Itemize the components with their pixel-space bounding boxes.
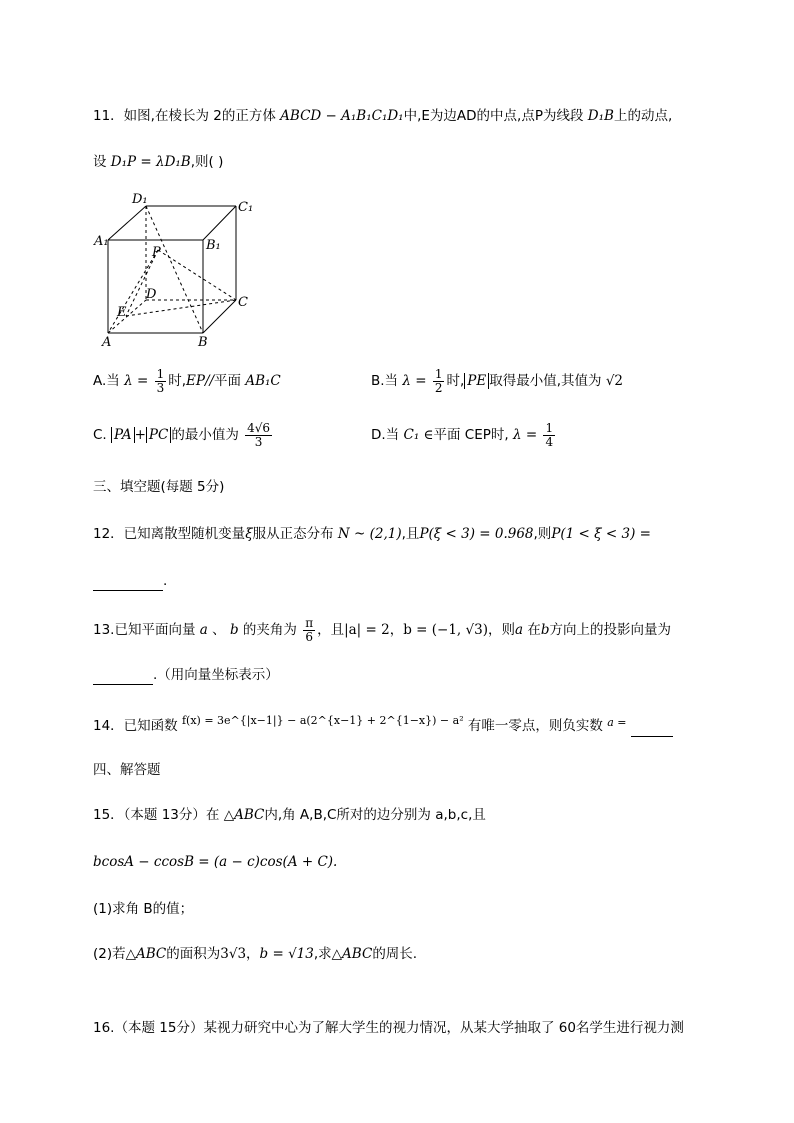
option-d [371,420,557,450]
edge-bc [203,300,236,333]
section-4-title: 四、解答题 [93,762,161,778]
vector-b: b [229,622,239,638]
lambda: λ = [402,373,427,389]
q15-text: 的周长. [372,946,418,962]
fraction-one-third [155,368,167,395]
label-a1: A₁ [94,234,109,249]
numerator: π [305,615,314,630]
fraction-4sqrt6-3 [245,422,272,449]
label-d1: D₁ [132,192,148,207]
q13-text: 13.已知平面向量 [93,622,196,638]
q11-text: 上的动点, [613,108,673,124]
vector-b: b [540,622,550,638]
q12-text: 12．已知离散型随机变量 [93,526,246,542]
lambda: λ = [513,427,538,443]
option-b-text: 取得最小值,其值为 [489,373,602,389]
numerator: 4√6 [247,420,271,435]
normal-dist: N ~ (2,1) [337,526,402,542]
denominator: 2 [434,380,443,395]
q15-text: 的面积为 [166,946,221,962]
section-3-title: 三、填空题(每题 5分) [93,479,225,495]
q12-answer-line [93,571,167,591]
b-value: b = (−1, √3) [403,622,488,638]
equation: bcosA − ccosB = (a − c)cos(A + C). [93,854,338,870]
cube-figure [90,190,260,350]
q14-text: 有唯一零点，则负实数 [467,718,603,734]
q12-text: ,则 [533,526,552,542]
norm-a: |a| = 2 [344,622,390,638]
q14-line [93,716,673,737]
q13-text: ，且 [317,622,345,638]
denominator: 4 [545,434,554,449]
option-a [93,367,281,395]
q11-text: 11．如图,在棱长为 2的正方体 [93,108,276,124]
option-a-text: 时, [168,373,186,389]
function-f: f(x) = 3e^{|x−1|} − a(2^{x−1} + 2^{1−x}) − a² [181,714,464,727]
q13-text: 在 [527,622,541,638]
label-b1: B₁ [206,238,221,253]
abs-pe: PE [464,373,489,389]
label-c: C [238,295,248,310]
q11-text: 中,E为边AD的中点,点P为线段 [403,108,584,124]
option-b-label: B.当 [371,373,399,389]
a-equals: a = [607,716,627,729]
b-value: b = √13 [259,946,314,962]
fraction-one-half [433,368,445,395]
q15-equation [93,852,337,872]
q15-text: ， [246,946,260,962]
option-b-text: 时, [446,373,465,389]
q12-text: 服从正态分布 [252,526,334,542]
q15-part1: (1)求角 B的值； [93,901,194,917]
q15-text: ,求 [313,946,332,962]
edge-ad-hidden [108,300,146,333]
q13-text: 、 [212,622,226,638]
lambda: λ = [124,373,149,389]
seg-ec [126,300,236,316]
plane-ab1c: AB₁C [245,373,281,389]
q11-text: ,则( ) [190,154,224,170]
plus-sign: + [134,427,146,443]
label-c1: C₁ [238,200,254,215]
q14-text: 14．已知函数 [93,718,178,734]
label-p: P [152,245,161,260]
abs-pc: PC [146,427,171,443]
cube-name: ABCD − A₁B₁C₁D₁ [280,108,404,124]
label-e: E [117,305,127,320]
label-a: A [102,335,112,350]
diag-d1b [146,206,203,333]
option-c-label: C. [93,427,107,443]
q11-line1 [93,106,672,126]
area-value: 3√3 [220,946,247,962]
relation: D₁P = λD₁B [110,154,191,170]
q13-line1 [93,616,671,644]
numerator: 1 [434,366,443,381]
numerator: 1 [545,420,554,435]
vector-a: a [514,622,524,638]
triangle-abc: △ABC [125,946,167,962]
q13-text: 方向上的投影向量为 [549,622,671,638]
triangle-abc: △ABC [223,807,265,823]
xi: ξ [245,526,253,542]
edge-b1c1 [203,206,236,240]
q15-text: 15．（本题 13分）在 [93,807,220,823]
numerator: 1 [156,366,165,381]
answer-blank[interactable] [93,670,153,685]
asked-prob: P(1 < ξ < 3) = [551,526,651,542]
q15-part2 [93,944,417,964]
option-c [93,420,274,450]
q11-line2 [93,152,223,172]
period: . [163,573,168,589]
denominator: 3 [156,380,165,395]
answer-blank[interactable] [631,722,673,737]
segment-d1b: D₁B [587,108,614,124]
option-a-expr: EP// [186,373,215,389]
q11-text: 设 [93,154,107,170]
option-a-label: A.当 [93,373,120,389]
abs-pa: PA [111,427,135,443]
q13-text: .（用向量坐标表示） [153,667,279,683]
given-prob: P(ξ < 3) = 0.968 [419,526,534,542]
option-d-label: D.当 [371,427,400,443]
q15-text: (2)若 [93,946,126,962]
q15-text: 内,角 A,B,C所对的边分别为 a,b,c,且 [264,807,486,823]
q15-line1 [93,805,486,825]
q13-line2 [93,665,279,685]
edge-a1d1 [108,206,146,240]
triangle-abc: △ABC [331,946,373,962]
seg-pc [158,250,236,300]
option-a-text: 平面 [214,373,242,389]
denominator: 6 [305,629,313,644]
denominator: 3 [254,434,263,449]
q13-text: 的夹角为 [242,622,297,638]
answer-blank[interactable] [93,576,163,591]
option-b [371,367,623,395]
q13-text: ， [389,622,404,638]
q12-text: ,且 [401,526,420,542]
option-c-text: 的最小值为 [171,427,239,443]
q12-line1 [93,524,651,544]
q13-text: ，则 [487,622,515,638]
fraction-one-quarter [543,422,555,449]
vector-a: a [199,622,208,638]
sqrt-two: √2 [605,373,624,389]
option-d-text: 平面 CEP时, [433,427,509,443]
point-c1: C₁ ∈ [403,427,434,443]
label-d: D [146,287,157,302]
q16-line1: 16.（本题 15分）某视力研究中心为了解大学生的视力情况，从某大学抽取了 60名学生进行视力测 [93,1020,684,1036]
label-b: B [198,335,208,350]
fraction-pi-6 [303,617,315,644]
